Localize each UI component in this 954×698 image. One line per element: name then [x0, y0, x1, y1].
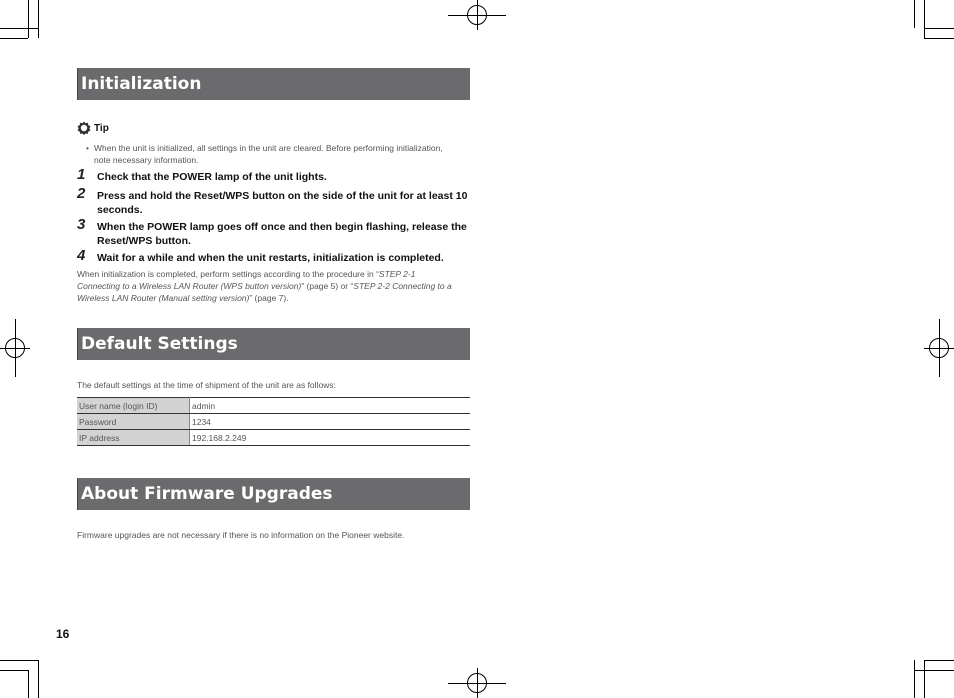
default-intro: The default settings at the time of shipment of the unit are as follows: — [77, 380, 336, 390]
initialization-heading: Initialization — [77, 68, 470, 100]
table-row — [77, 414, 470, 430]
setting-value: 192.168.2.249 — [190, 430, 471, 446]
firmware-text: Firmware upgrades are not necessary if there is no information on the Pioneer website. — [77, 530, 405, 540]
after-init-paragraph — [77, 268, 457, 304]
setting-label: IP address — [77, 430, 190, 446]
setting-label: User name (login ID) — [77, 398, 190, 414]
step-text: When the POWER lamp goes off once and then begin flashing, release the Reset/WPS button. — [97, 221, 467, 247]
step-3 — [77, 216, 470, 248]
default-settings-heading: Default Settings — [77, 328, 470, 360]
step-2-1-reference: STEP 2-1 Connecting to a Wireless LAN Router (WPS button version) — [77, 269, 416, 291]
step-number: 2 — [77, 185, 86, 202]
step-number: 3 — [77, 216, 86, 233]
firmware-heading: About Firmware Upgrades — [77, 478, 470, 510]
tip-bullet: • When the unit is initialized, all settings in the unit are cleared. Before performing initialization, note necessary information. — [86, 142, 446, 166]
step-text: Check that the POWER lamp of the unit lights. — [97, 171, 327, 183]
step-4 — [77, 247, 470, 265]
tip-bullet-text: When the unit is initialized, all settings in the unit are cleared. Before performing initialization, note necessary information. — [94, 143, 443, 165]
setting-value: 1234 — [190, 414, 471, 430]
step-number: 4 — [77, 247, 86, 264]
table-row — [77, 430, 470, 446]
paragraph-text: ” (page 7). — [249, 293, 289, 303]
setting-label: Password — [77, 414, 190, 430]
step-2 — [77, 185, 470, 217]
step-text: Wait for a while and when the unit restarts, initialization is completed. — [97, 252, 444, 264]
step-number: 1 — [77, 166, 86, 183]
step-1 — [77, 166, 470, 184]
paragraph-text: When initialization is completed, perform settings according to the procedure in “ — [77, 269, 379, 279]
step-2-2-reference: STEP 2-2 Connecting to a Wireless LAN Router (Manual setting version) — [77, 281, 452, 303]
table-row — [77, 398, 470, 414]
page-number: 16 — [56, 627, 70, 641]
tip-icon — [77, 121, 91, 135]
step-text: Press and hold the Reset/WPS button on the side of the unit for at least 10 seconds. — [97, 190, 468, 216]
tip-label: Tip — [94, 122, 109, 134]
setting-value: admin — [190, 398, 471, 414]
paragraph-text: ” (page 5) or “ — [301, 281, 354, 291]
default-settings-table — [77, 397, 470, 446]
tip-header — [77, 121, 109, 135]
